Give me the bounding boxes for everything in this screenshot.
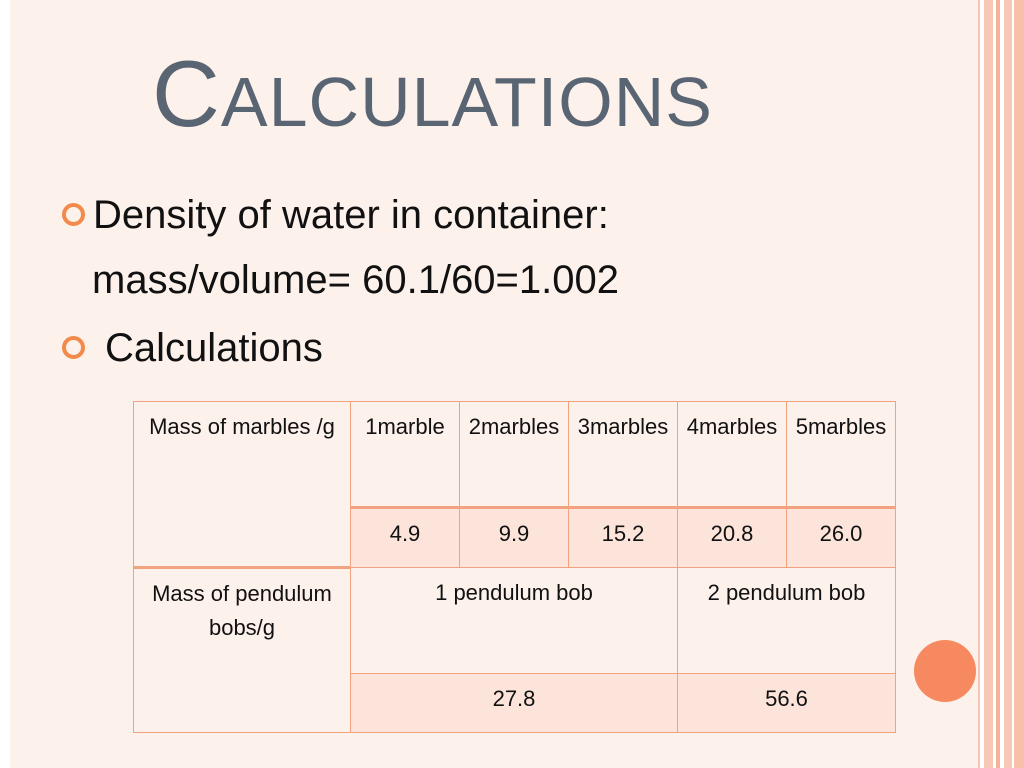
marbles-header-cell: Mass of marbles /g [134,402,351,568]
decor-stripe [984,0,993,768]
bullet-calculations [62,324,323,372]
bullet-ring-icon [62,336,85,359]
table-row [134,568,896,674]
title-initial: C [152,41,221,146]
bob-col-2: 2 pendulum bob [678,568,896,674]
decor-stripe [1004,0,1012,768]
marble-value-3: 15.2 [569,508,678,568]
marble-value-5: 26.0 [787,508,896,568]
slide-title [152,41,713,152]
bullet-ring-icon [62,203,85,226]
calculations-table [133,401,896,733]
table-row [134,402,896,508]
marble-col-2: 2marbles [460,402,569,508]
bob-value-1: 27.8 [351,673,678,732]
bullet-calculations-text: Calculations [105,326,323,370]
title-rest: ALCULATIONS [220,63,713,141]
marble-col-4: 4marbles [678,402,787,508]
marble-value-2: 9.9 [460,508,569,568]
decor-stripe [1014,0,1024,768]
bob-col-1: 1 pendulum bob [351,568,678,674]
bobs-header-cell: Mass of pendulum bobs/g [134,568,351,733]
marble-col-1: 1marble [351,402,460,508]
bullet-density [62,191,609,239]
marble-value-4: 20.8 [678,508,787,568]
marble-col-5: 5marbles [787,402,896,508]
decor-circle [914,640,976,702]
bullet-density-line2: mass/volume= 60.1/60=1.002 [92,258,620,302]
decor-stripe [978,0,980,768]
decor-stripe [996,0,1000,768]
bullet-density-line1: Density of water in container: [93,193,609,237]
marble-col-3: 3marbles [569,402,678,508]
marble-value-1: 4.9 [351,508,460,568]
bob-value-2: 56.6 [678,673,896,732]
